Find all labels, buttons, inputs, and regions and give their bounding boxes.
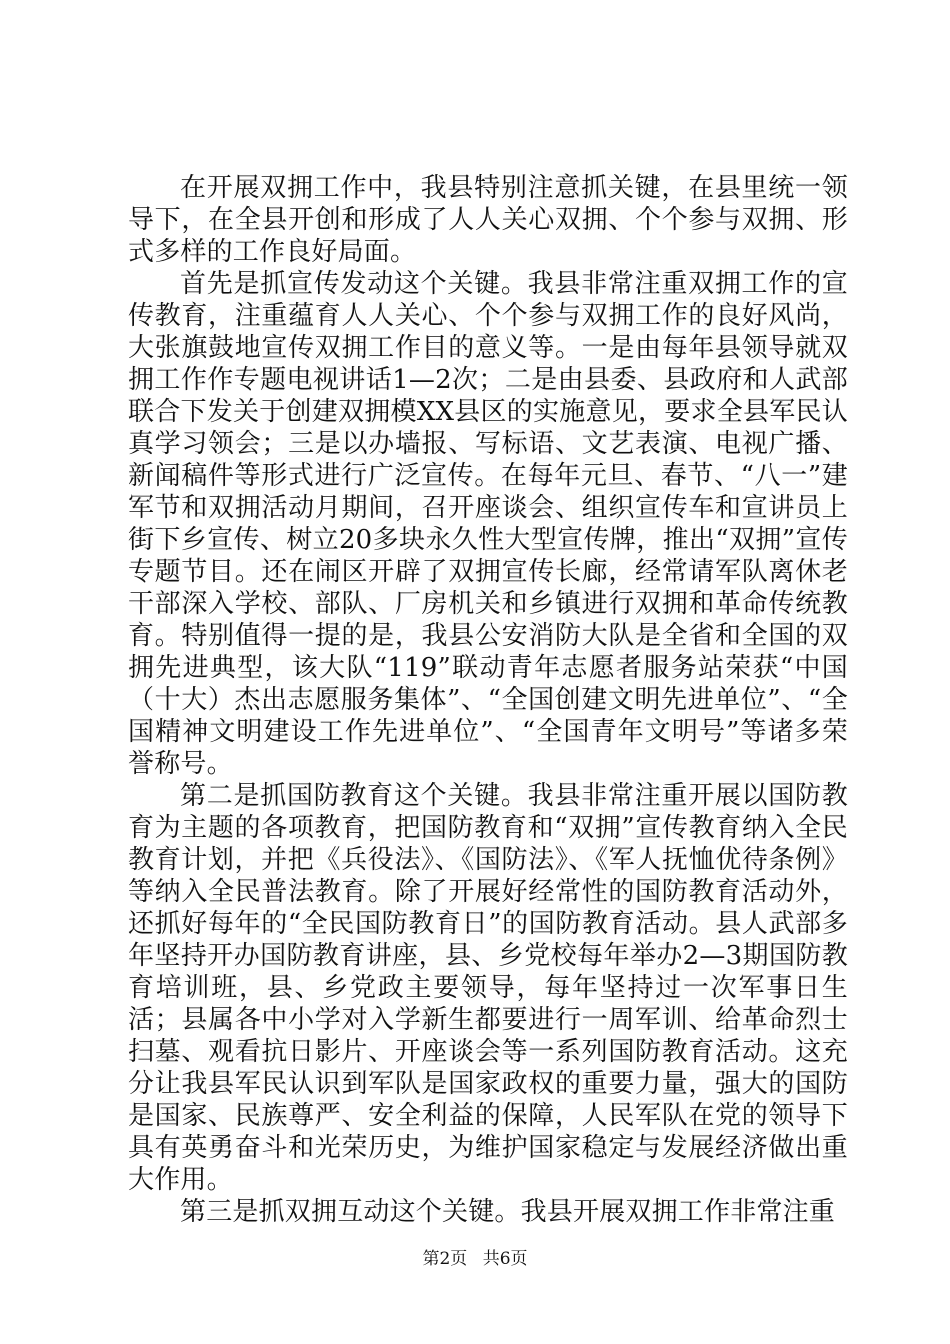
- paragraph-national-defense: 第二是抓国防教育这个关键。我县非常注重开展以国防教育为主题的各项教育，把国防教育和“双拥”宣传教育纳入全民教育计划，并把《兵役法》、《国防法》、《军人抚恤优待条例》等纳入全民普法教育。除了开展好经常性的国防教育活动外，还抓好每年的“全民国防教育日”的国防教育活动。县人武部多年坚持开办国防教育讲座，县、乡党校每年举办2—3期国防教育培训班，县、乡党政主要领导，每年坚持过一次军事日生活；县属各中小学对入学新生都要进行一周军训、给革命烈士扫墓、观看抗日影片、开座谈会等一系列国防教育活动。这充分让我县军民认识到军队是国家政权的重要力量，强大的国防是国家、民族尊严、安全利益的保障，人民军队在党的领导下具有英勇奋斗和光荣历史，为维护国家稳定与发展经济做出重大作用。: [128, 781, 848, 1195]
- page-footer: [0, 1244, 950, 1269]
- page-total: 共6页: [482, 1249, 528, 1269]
- paragraph-interaction: 第三是抓双拥互动这个关键。我县开展双拥工作非常注重: [180, 1197, 836, 1227]
- paragraph-intro: 在开展双拥工作中，我县特别注意抓关键，在县里统一领导下，在全县开创和形成了人人关心双拥、个个参与双拥、形式多样的工作良好局面。: [128, 173, 848, 267]
- document-body: [128, 172, 848, 1228]
- page-number: 第2页: [422, 1249, 468, 1269]
- paragraph-publicity: 首先是抓宣传发动这个关键。我县非常注重双拥工作的宣传教育，注重蕴育人人关心、个个参与双拥工作的良好风尚，大张旗鼓地宣传双拥工作目的意义等。一是由每年县领导就双拥工作作专题电视讲话1—2次；二是由县委、县政府和人武部联合下发关于创建双拥模XX县区的实施意见，要求全县军民认真学习领会；三是以办墙报、写标语、文艺表演、电视广播、新闻稿件等形式进行广泛宣传。在每年元旦、春节、“八一”建军节和双拥活动月期间，召开座谈会、组织宣传车和宣讲员上街下乡宣传、树立20多块永久性大型宣传牌，推出“双拥”宣传专题节目。还在闹区开辟了双拥宣传长廊，经常请军队离休老干部深入学校、部队、厂房机关和乡镇进行双拥和革命传统教育。特别值得一提的是，我县公安消防大队是全省和全国的双拥先进典型，该大队“119”联动青年志愿者服务站荣获“中国（十大）杰出志愿服务集体”、“全国创建文明先进单位”、“全国精神文明建设工作先进单位”、“全国青年文明号”等诸多荣誉称号。: [128, 269, 848, 779]
